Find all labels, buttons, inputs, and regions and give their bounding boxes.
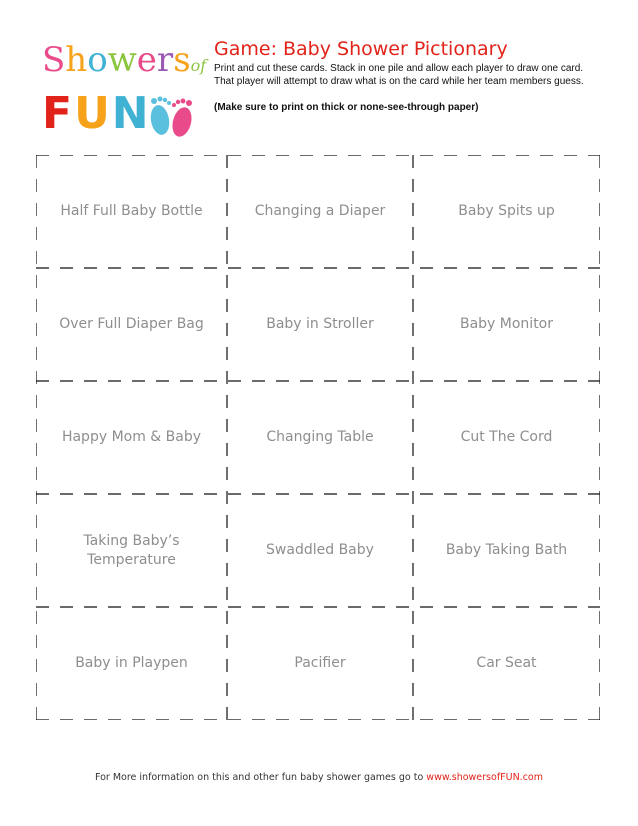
showers-of-fun-logo: [42, 40, 212, 140]
baby-feet-icon: [142, 90, 202, 140]
logo-of: of: [190, 56, 207, 75]
logo-letter: F: [42, 88, 75, 139]
card-baby-in-stroller: Baby in Stroller: [266, 316, 374, 332]
logo-letter: e: [136, 40, 157, 80]
card-happy-mom-and-baby: Happy Mom & Baby: [61, 429, 202, 445]
logo-letter: U: [74, 88, 112, 139]
logo-showers-text: [42, 40, 206, 80]
card-half-full-baby-bottle: Half Full Baby Bottle: [60, 203, 203, 219]
card-baby-in-playpen: Baby in Playpen: [75, 655, 188, 671]
card-changing-a-diaper: Changing a Diaper: [254, 203, 386, 219]
card-cut-the-cord: Cut The Cord: [460, 429, 553, 445]
logo-letter: N: [111, 88, 151, 139]
print-note: (Make sure to print on thick or none-see-through paper): [214, 102, 479, 113]
logo-letter: o: [87, 40, 108, 80]
logo-letter: r: [156, 40, 174, 80]
logo-letter: S: [42, 40, 66, 80]
footer-website-link[interactable]: www.showersofFUN.com: [426, 772, 543, 783]
card-swaddled-baby: Swaddled Baby: [266, 542, 374, 558]
page-title: Game: Baby Shower Pictionary: [214, 38, 508, 60]
pictionary-card-grid: [36, 155, 600, 720]
card-over-full-diaper-bag: Over Full Diaper Bag: [59, 316, 204, 332]
logo-fun-text: [42, 88, 151, 139]
logo-letter: h: [65, 40, 88, 80]
instructions-text: Print and cut these cards. Stack in one pile and allow each player to draw one card. That player will attempt to draw what is on the card while her team members guess.: [214, 63, 584, 87]
card-pacifier: Pacifier: [294, 655, 346, 671]
footer-text: For More information on this and other fun baby shower games go to: [94, 772, 427, 783]
card-car-seat: Car Seat: [476, 655, 537, 671]
card-taking-babys-temperature: Taking Baby’s Temperature: [83, 532, 180, 568]
card-baby-taking-bath: Baby Taking Bath: [445, 542, 568, 558]
footer: [0, 772, 638, 783]
logo-letter: s: [173, 40, 191, 80]
card-baby-spits-up: Baby Spits up: [458, 203, 555, 219]
card-baby-monitor: Baby Monitor: [459, 316, 554, 332]
logo-letter: w: [107, 40, 137, 80]
card-changing-table: Changing Table: [266, 429, 374, 445]
